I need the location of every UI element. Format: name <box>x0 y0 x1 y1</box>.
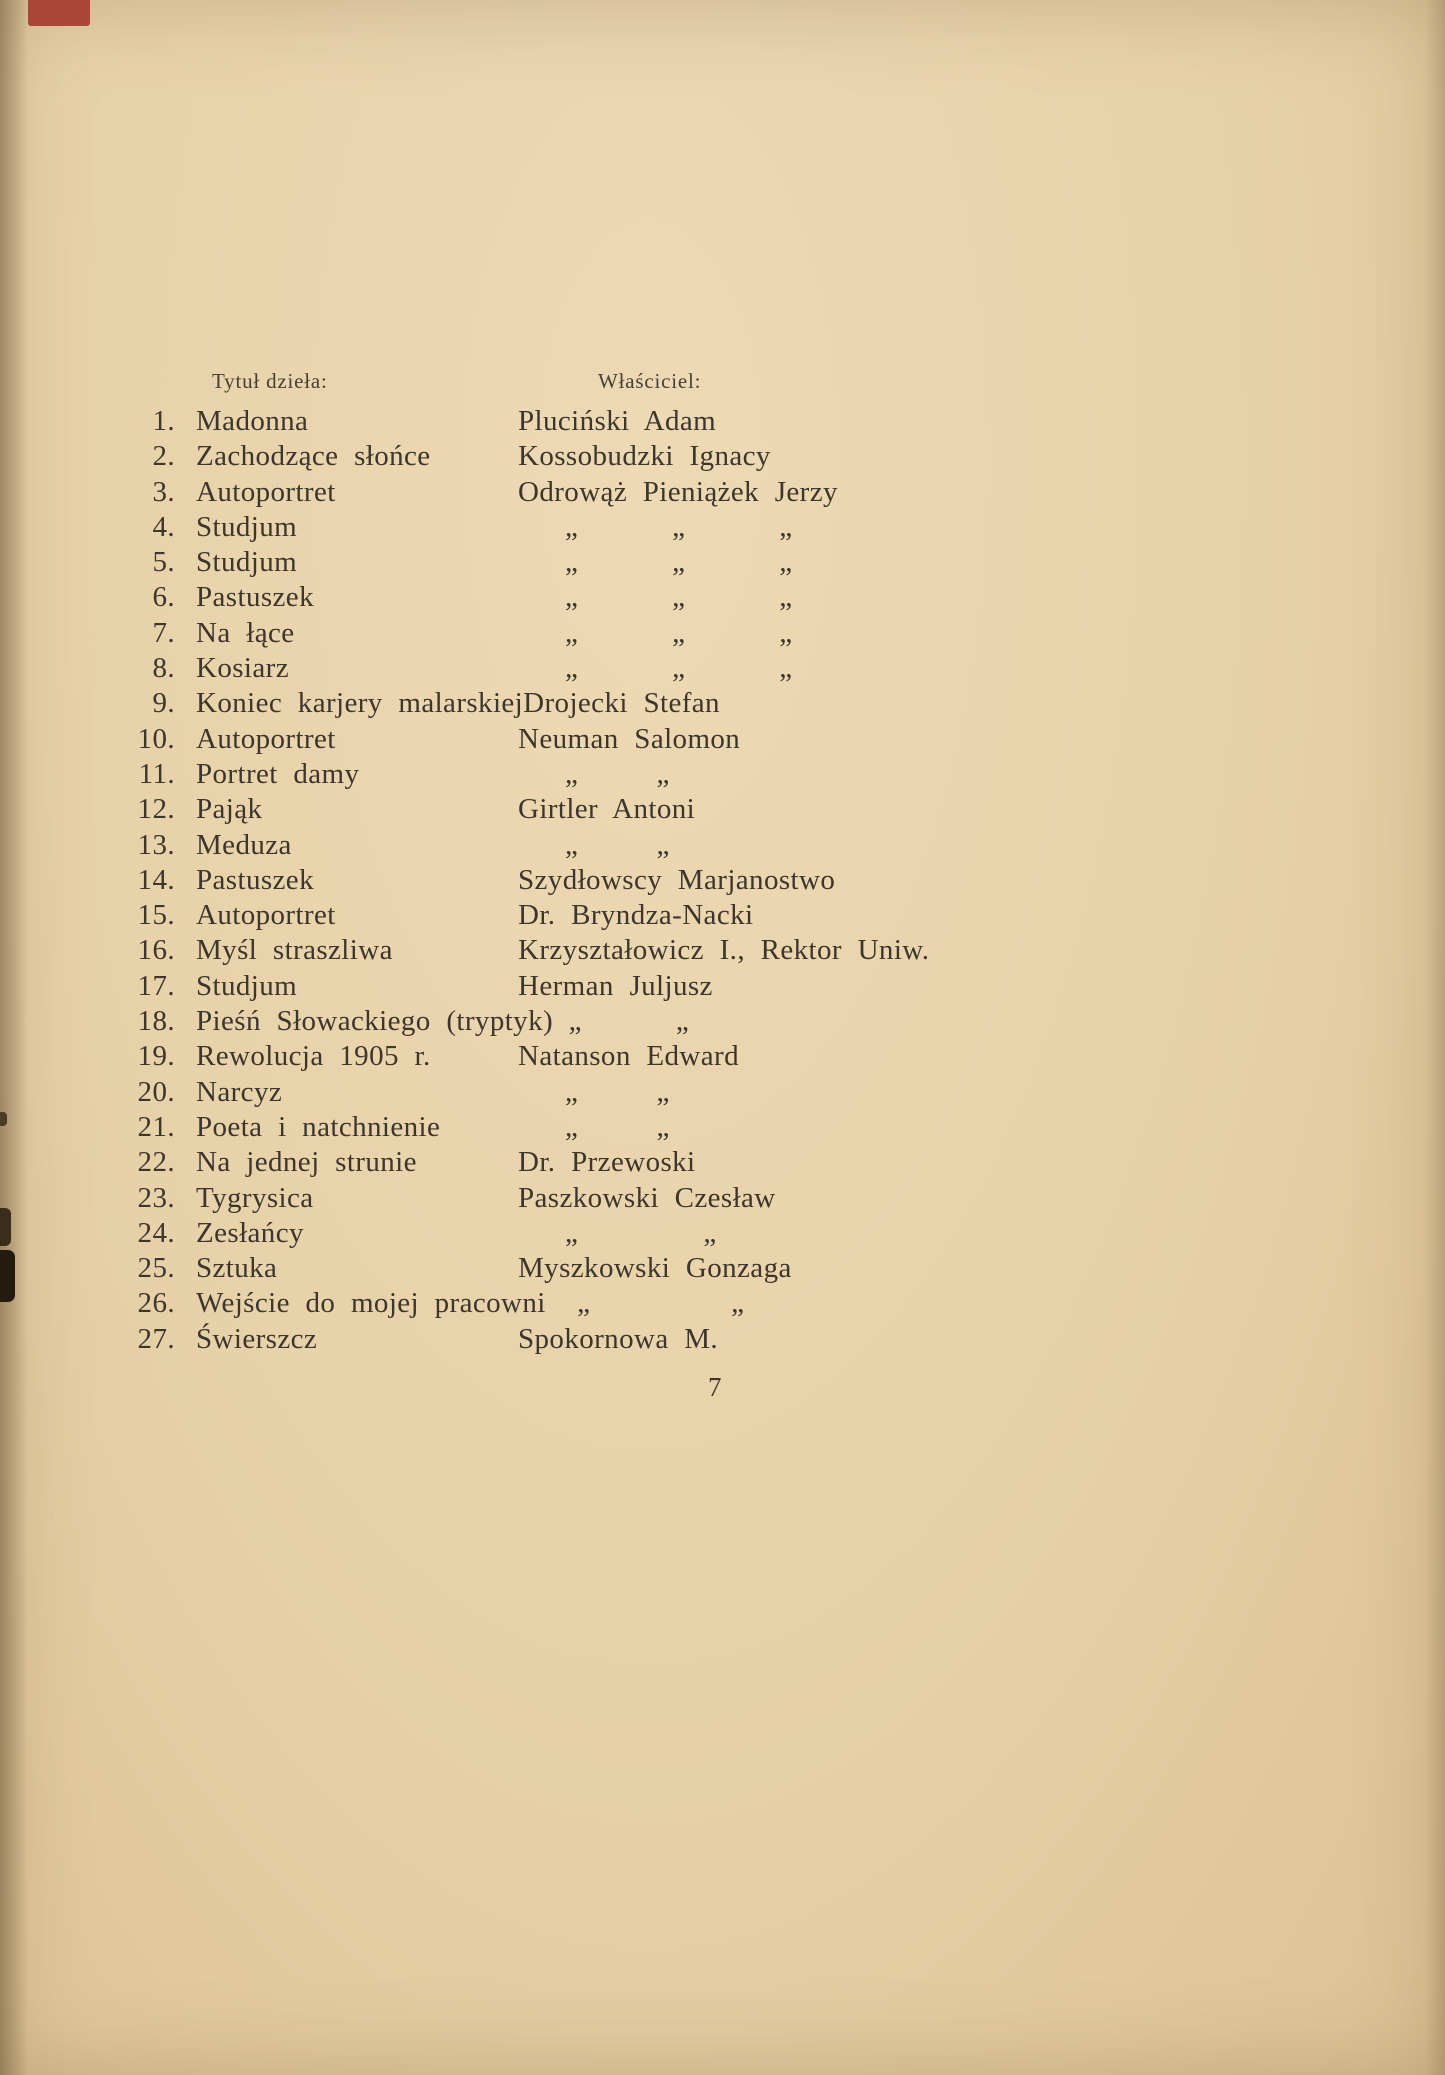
item-owner: Drojecki Stefan <box>523 687 720 720</box>
item-owner: Pluciński Adam <box>518 405 717 437</box>
list-item <box>125 1252 1365 1287</box>
list-item <box>125 581 1365 616</box>
list-item <box>125 652 1365 687</box>
binding-damage-mark <box>0 1208 11 1246</box>
catalog-list <box>125 405 1365 1358</box>
catalog <box>125 365 1365 1358</box>
item-title: Poeta i natchnienie <box>196 1110 441 1143</box>
item-number: 5. <box>152 546 175 579</box>
item-owner: Paszkowski Czesław <box>518 1181 776 1214</box>
item-number: 17. <box>137 969 175 1002</box>
item-title: Studjum <box>196 969 298 1002</box>
item-number: 4. <box>152 510 175 543</box>
list-item <box>125 1287 1365 1322</box>
item-number: 14. <box>137 863 175 896</box>
item-owner: „ „ „ <box>518 510 793 543</box>
list-item <box>125 1076 1365 1111</box>
list-item <box>125 617 1365 652</box>
item-number: 19. <box>137 1040 175 1073</box>
item-number: 13. <box>137 828 175 861</box>
item-title: Zesłańcy <box>196 1216 304 1249</box>
item-owner: „ „ „ <box>518 616 793 649</box>
list-item <box>125 1005 1365 1040</box>
item-title: Tygrysica <box>196 1181 314 1214</box>
item-title: Myśl straszliwa <box>196 934 393 967</box>
list-item <box>125 405 1365 440</box>
binding-shadow-left <box>0 0 28 2075</box>
item-title: Na jednej strunie <box>196 1146 417 1179</box>
item-owner: „ „ „ <box>518 581 793 614</box>
list-item <box>125 758 1365 793</box>
item-owner: „ „ <box>518 757 670 790</box>
page-edge-shadow-right <box>1425 0 1445 2075</box>
item-owner: „ „ <box>518 1110 670 1143</box>
list-item <box>125 1111 1365 1146</box>
item-number: 23. <box>137 1181 175 1214</box>
list-item <box>125 687 1365 722</box>
item-owner: „ „ <box>518 1075 670 1108</box>
item-number: 11. <box>138 757 175 790</box>
item-title: Pastuszek <box>196 863 314 896</box>
item-owner: „ „ „ <box>518 546 793 579</box>
item-number: 16. <box>137 934 175 967</box>
list-item <box>125 1323 1365 1358</box>
item-title: Autoportret <box>196 722 336 755</box>
item-owner: Girtler Antoni <box>518 793 696 826</box>
item-owner: Neuman Salomon <box>518 722 741 755</box>
item-number: 20. <box>137 1075 175 1108</box>
list-item <box>125 440 1365 475</box>
item-title: Meduza <box>196 828 292 861</box>
list-item <box>125 864 1365 899</box>
list-item <box>125 723 1365 758</box>
red-stamp-mark <box>28 0 90 26</box>
list-item <box>125 546 1365 581</box>
page-number: 7 <box>708 1372 722 1402</box>
column-headers <box>125 365 1365 405</box>
item-title: Zachodzące słońce <box>196 440 431 473</box>
item-number: 24. <box>137 1216 175 1249</box>
item-number: 21. <box>137 1110 175 1143</box>
item-number: 10. <box>137 722 175 755</box>
item-title: Autoportret <box>196 899 336 932</box>
item-title: Świerszcz <box>196 1322 318 1355</box>
list-item <box>125 1040 1365 1075</box>
list-item <box>125 1217 1365 1252</box>
item-owner: Odrowąż Pieniążek Jerzy <box>518 475 838 508</box>
item-owner: Myszkowski Gonzaga <box>518 1252 792 1285</box>
item-title: Pastuszek <box>196 581 314 614</box>
item-number: 6. <box>152 581 175 614</box>
list-item <box>125 1146 1365 1181</box>
item-owner: „ „ <box>518 828 670 861</box>
item-number: 22. <box>137 1146 175 1179</box>
list-item <box>125 899 1365 934</box>
item-number: 1. <box>152 405 175 437</box>
item-owner: „ „ <box>553 1005 690 1038</box>
item-number: 8. <box>152 652 175 685</box>
item-owner: „ „ <box>518 1216 717 1249</box>
item-title: Portret damy <box>196 757 360 790</box>
item-owner: Krzyształowicz I., Rektor Uniw. <box>518 934 930 967</box>
binding-damage-mark <box>0 1250 15 1302</box>
item-number: 27. <box>137 1322 175 1355</box>
item-number: 7. <box>152 616 175 649</box>
item-owner: „ „ „ <box>518 652 793 685</box>
item-owner: „ „ <box>545 1287 745 1320</box>
item-number: 18. <box>137 1005 175 1038</box>
item-number: 12. <box>137 793 175 826</box>
list-item <box>125 476 1365 511</box>
item-title: Sztuka <box>196 1252 278 1285</box>
item-title: Pająk <box>196 793 263 826</box>
column-header-title: Tytuł dzieła: <box>212 369 328 393</box>
item-title: Studjum <box>196 510 298 543</box>
item-title: Rewolucja 1905 r. <box>196 1040 431 1073</box>
item-title: Narcyz <box>196 1075 283 1108</box>
item-number: 25. <box>137 1252 175 1285</box>
item-title: Studjum <box>196 546 298 579</box>
item-title: Na łące <box>196 616 295 649</box>
item-number: 15. <box>137 899 175 932</box>
binding-damage-mark <box>0 1112 7 1126</box>
list-item <box>125 511 1365 546</box>
item-owner: Dr. Przewoski <box>518 1146 696 1179</box>
item-number: 2. <box>152 440 175 473</box>
item-title: Koniec karjery malarskiej <box>196 687 524 720</box>
list-item <box>125 934 1365 969</box>
list-item <box>125 1182 1365 1217</box>
item-title: Kosiarz <box>196 652 289 685</box>
item-title: Madonna <box>196 405 309 437</box>
item-owner: Kossobudzki Ignacy <box>518 440 771 473</box>
column-header-owner: Właściciel: <box>598 369 702 393</box>
list-item <box>125 970 1365 1005</box>
item-owner: Natanson Edward <box>518 1040 739 1073</box>
list-item <box>125 829 1365 864</box>
item-owner: Spokornowa M. <box>518 1322 719 1355</box>
list-item <box>125 793 1365 828</box>
item-number: 26. <box>137 1287 175 1320</box>
item-title: Pieśń Słowackiego (tryptyk) <box>196 1005 554 1038</box>
item-owner: Herman Juljusz <box>518 969 713 1002</box>
item-number: 3. <box>152 475 175 508</box>
item-owner: Dr. Bryndza-Nacki <box>518 899 754 932</box>
item-owner: Szydłowscy Marjanostwo <box>518 863 836 896</box>
item-title: Autoportret <box>196 475 336 508</box>
item-number: 9. <box>152 687 175 720</box>
item-title: Wejście do mojej pracowni <box>196 1287 546 1320</box>
